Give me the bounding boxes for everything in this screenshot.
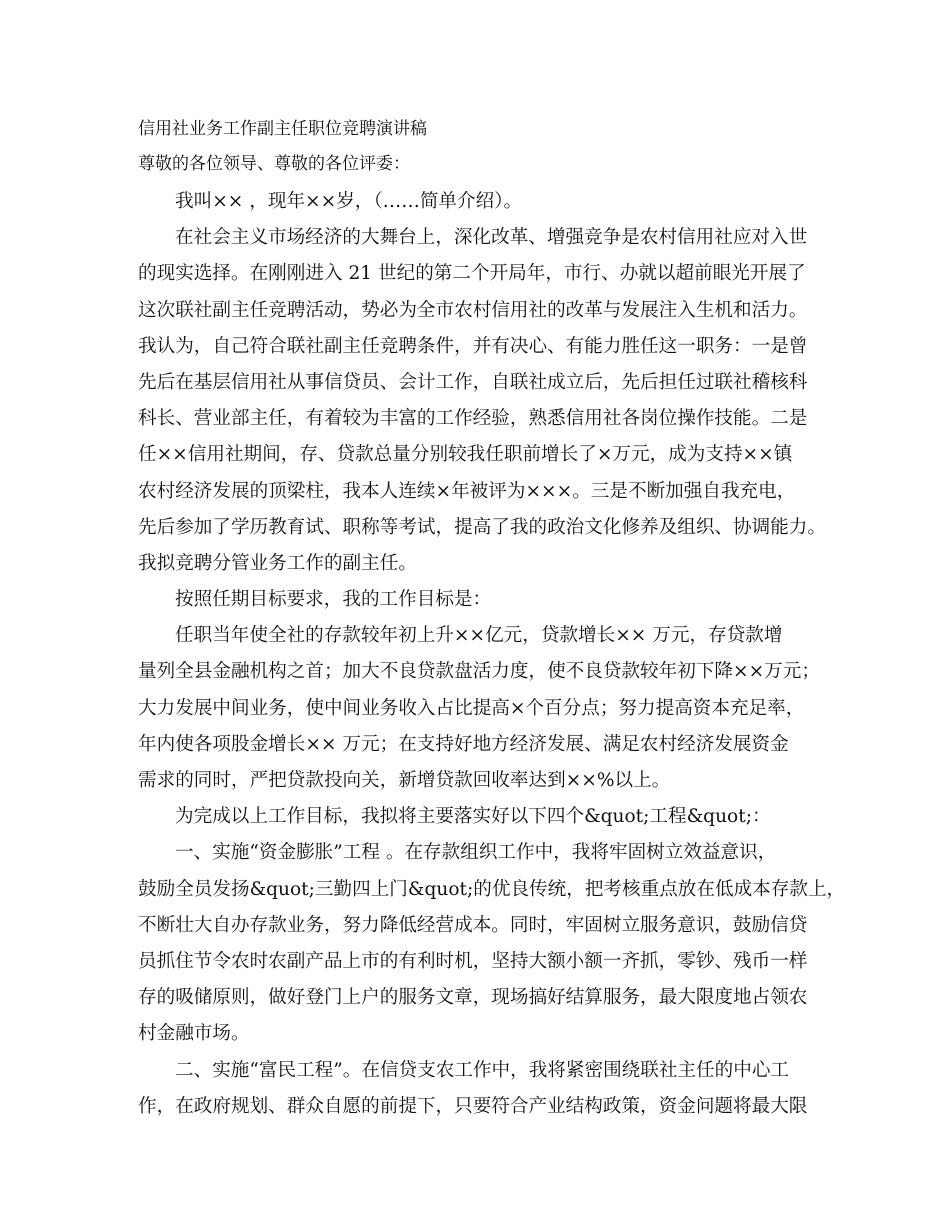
text-line: 在社会主义市场经济的大舞台上，深化改革、增强竞争是农村信用社应对入世 <box>175 227 808 249</box>
text-line: 这次联社副主任竞聘活动，势必为全市农村信用社的改革与发展注入生机和活力。 <box>138 299 808 321</box>
text-line: 的现实选择。在刚刚进入 21 世纪的第二个开局年，市行、办就以超前眼光开展了 <box>138 263 806 285</box>
salutation: 尊敬的各位领导、尊敬的各位评委： <box>138 154 410 174</box>
text-line: 作，在政府规划、群众自愿的前提下，只要符合产业结构政策，资金问题将最大限 <box>138 1095 808 1117</box>
text-line: 不断壮大自办存款业务，努力降低经营成本。同时，牢固树立服务意识，鼓励信贷 <box>138 914 808 936</box>
text-line: 为完成以上工作目标，我拟将主要落实好以下四个&quot;工程&quot;： <box>175 806 771 828</box>
text-line: 先后参加了学历教育试、职称等考试，提高了我的政治文化修养及组织、协调能力。 <box>138 516 826 538</box>
text-line: 员抓住节令农时农副产品上市的有利时机，坚持大额小额一齐抓，零钞、残币一样 <box>138 950 808 972</box>
text-line: 按照任期目标要求，我的工作目标是： <box>175 589 492 611</box>
text-line: 任××信用社期间，存、贷款总量分别较我任职前增长了×万元，成为支持××镇 <box>138 444 793 466</box>
text-line: 需求的同时，严把贷款投向关，新增贷款回收率达到××%以上。 <box>138 770 671 791</box>
text-line: 量列全县金融机构之首；加大不良贷款盘活力度，使不良贷款较年初下降××万元； <box>138 661 820 683</box>
document-title: 信用社业务工作副主任职位竞聘演讲稿 <box>138 119 427 139</box>
text-line: 任职当年使全社的存款较年初上升××亿元，贷款增长×× 万元，存贷款增 <box>175 625 783 647</box>
text-line: 二、实施“富民工程”。在信贷支农工作中，我将紧密围绕联社主任的中心工 <box>175 1059 790 1081</box>
text-line: 村金融市场。 <box>138 1023 250 1045</box>
text-line: 我认为，自己符合联社副主任竞聘条件，并有决心、有能力胜任这一职务：一是曾 <box>138 335 808 357</box>
text-line: 先后在基层信用社从事信贷员、会计工作，自联社成立后，先后担任过联社稽核科 <box>138 371 808 393</box>
text-line: 我拟竞聘分管业务工作的副主任。 <box>138 552 417 574</box>
text-line: 年内使各项股金增长×× 万元；在支持好地方经济发展、满足农村经济发展资金 <box>138 733 789 755</box>
text-line: 鼓励全员发扬&quot;三勤四上门&quot;的优良传统，把考核重点放在低成本存款上， <box>138 878 846 900</box>
document-body <box>138 184 846 1125</box>
text-line: 农村经济发展的顶梁柱，我本人连续×年被评为×××。三是不断加强自我充电， <box>138 480 796 502</box>
text-line: 科长、营业部主任，有着较为丰富的工作经验，熟悉信用社各岗位操作技能。二是 <box>138 408 808 430</box>
text-line: 我叫×× ，现年××岁，（……简单介绍）。 <box>175 191 523 212</box>
text-line: 大力发展中间业务，使中间业务收入占比提高×个百分点；努力提高资本充足率， <box>138 697 805 719</box>
text-line: 一、实施“资金膨胀”工程 。在存款组织工作中，我将牢固树立效益意识， <box>175 842 777 864</box>
text-line: 存的吸储原则，做好登门上户的服务文章，现场搞好结算服务，最大限度地占领农 <box>138 987 808 1009</box>
